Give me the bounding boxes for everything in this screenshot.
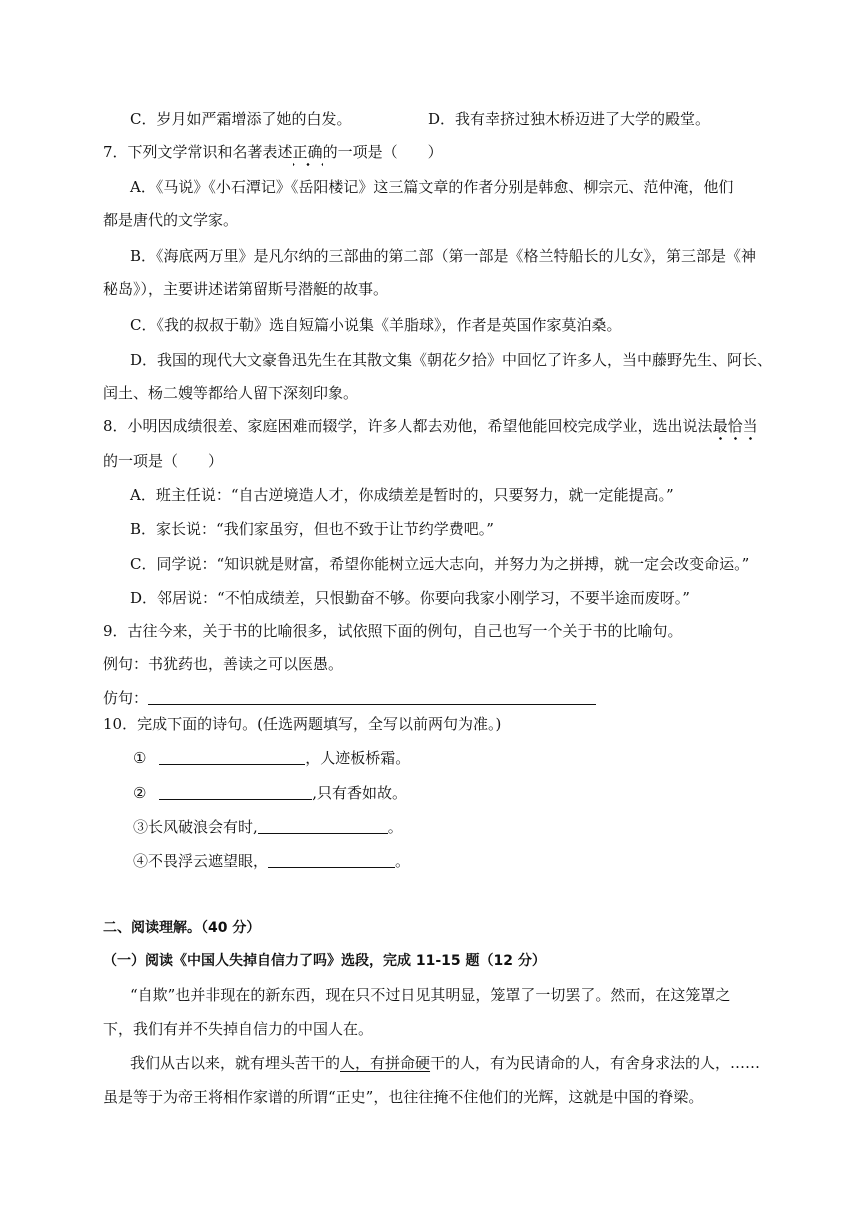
q8-stem-emphasis: 最恰当 xyxy=(712,417,758,435)
passage-p2-underlined: 人，有拼命硬 xyxy=(340,1054,431,1072)
passage-p2-line2: 虽是等于为帝王将相作家谱的所谓“正史”，也往往掩不住他们的光辉，这就是中国的脊梁。 xyxy=(103,1088,704,1106)
q7-option-c: C．《我的叔叔于勒》选自短篇小说集《羊脂球》，作者是英国作家莫泊桑。 xyxy=(130,316,622,334)
q10-item-1-number: ① xyxy=(133,749,147,767)
q10-item-2 xyxy=(133,782,407,804)
q10-item-2-number: ② xyxy=(133,784,147,802)
q7-stem-emphasis: 正确 xyxy=(292,143,323,161)
q10-item-4-text: ④不畏浮云遮望眼， xyxy=(133,852,269,870)
q6-option-c: C．岁月如严霜增添了她的白发。 xyxy=(130,110,352,128)
passage-p1-line1: “自欺”也并非现在的新东西，现在只不过日见其明显，笼罩了一切罢了。然而，在这笼罩之 xyxy=(130,986,731,1004)
q8-option-a: A．班主任说：“自古逆境造人才，你成绩差是暂时的，只要努力，就一定能提高。” xyxy=(130,486,674,504)
q10-item-4 xyxy=(133,850,410,872)
q10-item-3-blank[interactable] xyxy=(258,818,388,834)
q7-option-a-line2: 都是唐代的文学家。 xyxy=(103,211,239,229)
q9-example: 例句：书犹药也，善读之可以医愚。 xyxy=(103,655,344,673)
q10-item-4-blank[interactable] xyxy=(268,852,395,868)
q9-answer-blank[interactable] xyxy=(148,689,596,705)
passage-p1-line2: 下，我们有并不失掉自信力的中国人在。 xyxy=(103,1020,374,1038)
q9-imitate-label: 仿句： xyxy=(103,689,149,707)
q9-stem: 9．古往今来，关于书的比喻很多，试依照下面的例句，自己也写一个关于书的比喻句。 xyxy=(103,622,683,640)
q10-item-2-blank[interactable] xyxy=(159,784,312,800)
q10-item-3-text: ③长风破浪会有时, xyxy=(133,818,258,836)
q7-option-a-line1: A．《马说》《小石潭记》《岳阳楼记》这三篇文章的作者分别是韩愈、柳宗元、范仲淹，他们 xyxy=(130,178,734,196)
q10-item-2-text: ,只有香如故。 xyxy=(312,784,408,802)
q8-option-d: D．邻居说：“不怕成绩差，只恨勤奋不够。你要向我家小刚学习，不要半途而废呀。” xyxy=(130,589,690,607)
q7-option-d-line2: 闰土、杨二嫂等都给人留下深刻印象。 xyxy=(103,384,359,402)
q7-stem-part-b: 的一项是（ ） xyxy=(322,143,443,161)
passage-p2-line1 xyxy=(130,1052,760,1074)
q10-stem: 10．完成下面的诗句。(任选两题填写，全写以前两句为准。) xyxy=(103,715,502,733)
q10-item-1-blank[interactable] xyxy=(159,749,305,765)
q8-stem-line2: 的一项是（ ） xyxy=(103,452,224,470)
q10-item-1-text: ，人迹板桥霜。 xyxy=(305,749,411,767)
passage-p2-part-b: 干的人，有为民请命的人，有舍身求法的人，…… xyxy=(430,1054,761,1072)
passage-p2-part-a: 我们从古以来，就有埋头苦干的 xyxy=(130,1054,341,1072)
q10-item-3 xyxy=(133,816,403,838)
q6-option-d: D．我有幸挤过独木桥迈进了大学的殿堂。 xyxy=(428,110,711,128)
q8-stem-part-a: 8．小明因成绩很差、家庭困难而辍学，许多人都去劝他，希望他能回校完成学业，选出说法 xyxy=(103,417,713,435)
q8-option-c: C．同学说：“知识就是财富，希望你能树立远大志向，并努力为之拼搏，就一定会改变命运。” xyxy=(130,555,750,573)
section2-subtitle: （一）阅读《中国人失掉自信力了吗》选段，完成 11-15 题（12 分） xyxy=(103,953,546,969)
q7-option-b-line1: B．《海底两万里》是凡尔纳的三部曲的第二部（第一部是《格兰特船长的儿女》，第三部是《神 xyxy=(130,247,757,265)
q7-option-b-line2: 秘岛》），主要讲述诺第留斯号潜艇的故事。 xyxy=(103,280,389,298)
q10-item-1 xyxy=(133,747,410,769)
q9-imitate-row xyxy=(103,687,596,709)
q8-option-b: B．家长说：“我们家虽穷，但也不致于让节约学费吧。” xyxy=(130,520,494,538)
q7-stem xyxy=(103,141,443,163)
section2-title: 二、阅读理解。（40 分） xyxy=(103,920,261,936)
q8-stem-line1 xyxy=(103,415,758,437)
q7-option-d-line1: D．我国的现代大文豪鲁迅先生在其散文集《朝花夕拾》中回忆了许多人，当中藤野先生、阿长、 xyxy=(130,351,773,369)
q10-item-3-end: 。 xyxy=(387,818,403,836)
q7-stem-part-a: 7．下列文学常识和名著表述 xyxy=(103,143,293,161)
q10-item-4-end: 。 xyxy=(395,852,411,870)
